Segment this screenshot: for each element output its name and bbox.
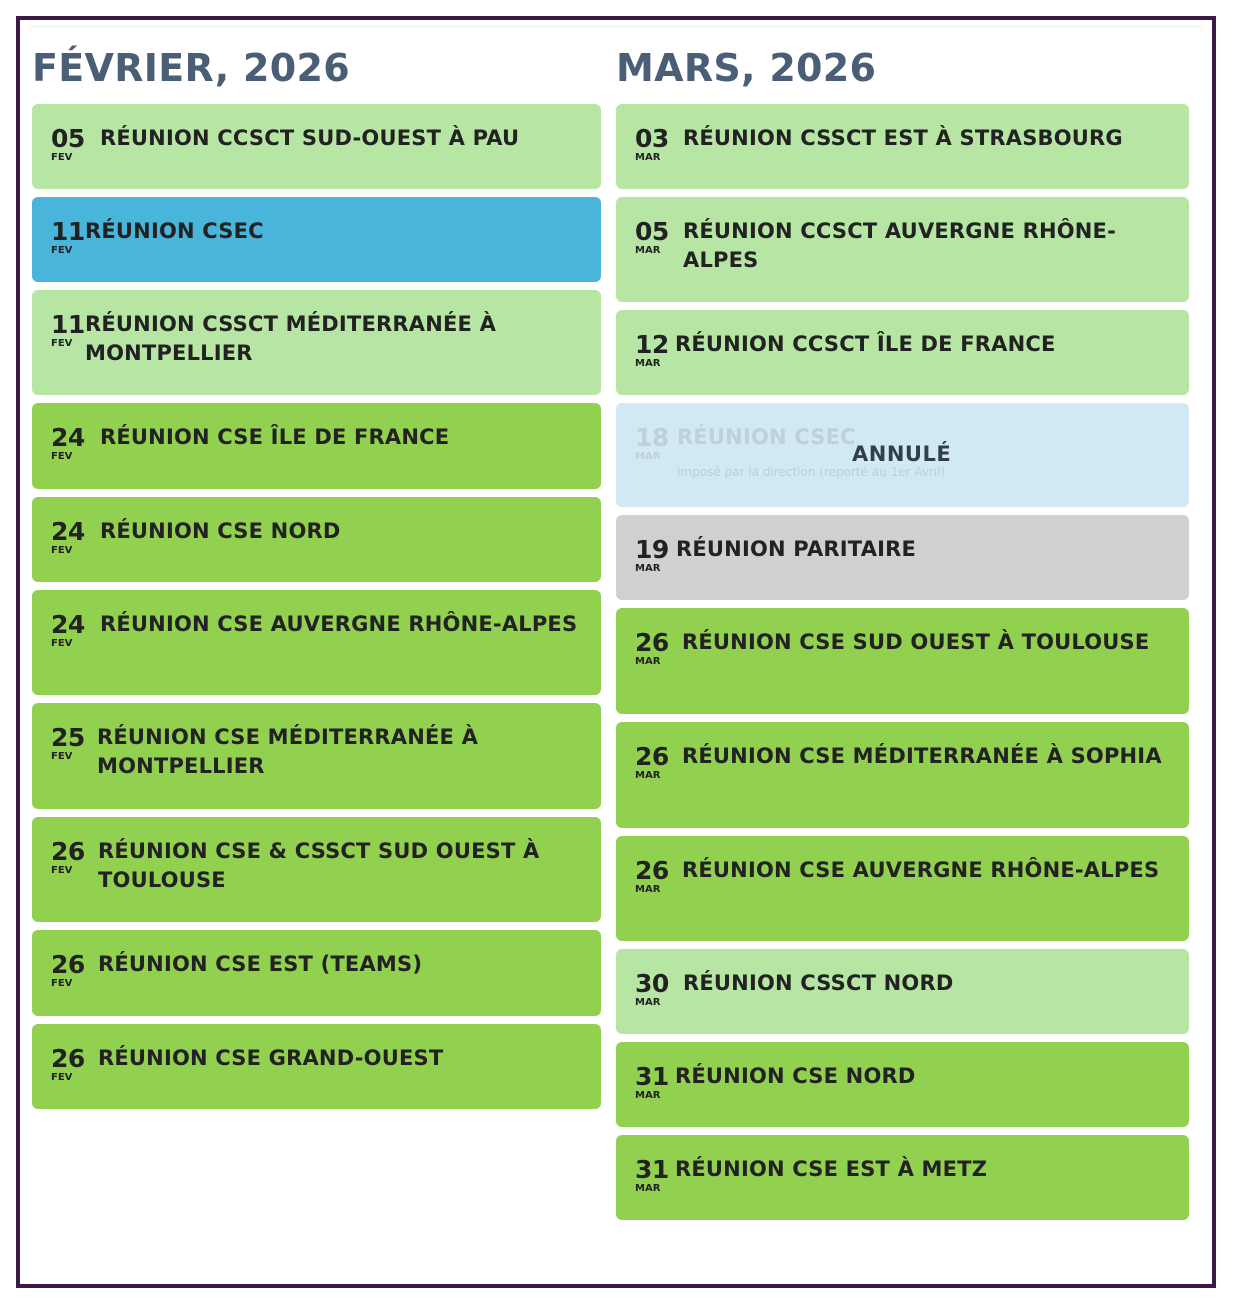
event-day: 12 — [635, 330, 669, 359]
event-card[interactable] — [616, 949, 1189, 1034]
event-day: 25 — [51, 723, 85, 752]
event-title[interactable]: RÉUNION CSE GRAND-OUEST — [98, 1046, 444, 1070]
event-day: 26 — [51, 837, 85, 866]
event-day: 19 — [635, 535, 669, 564]
event-card[interactable] — [616, 515, 1189, 600]
event-date — [51, 610, 91, 650]
event-day: 11 — [51, 217, 85, 246]
event-date — [635, 217, 675, 257]
event-title[interactable]: RÉUNION CSSCT MÉDITERRANÉE À MONTPELLIER — [85, 312, 497, 365]
event-date — [635, 124, 675, 164]
event-date — [635, 535, 675, 575]
event-month: MAR — [635, 563, 661, 574]
event-day: 24 — [51, 423, 85, 452]
event-month: FEV — [51, 865, 73, 876]
event-card[interactable] — [616, 1042, 1189, 1127]
event-day: 03 — [635, 124, 669, 153]
event-date — [635, 330, 675, 370]
event-month: MAR — [635, 770, 661, 781]
event-card[interactable] — [616, 104, 1189, 189]
event-day: 11 — [51, 310, 85, 339]
cancelled-badge: ANNULÉ — [852, 442, 952, 466]
event-card[interactable] — [32, 1024, 601, 1109]
event-card[interactable] — [616, 310, 1189, 395]
event-card[interactable] — [616, 608, 1189, 714]
event-day: 26 — [51, 1044, 85, 1073]
event-month: MAR — [635, 656, 661, 667]
event-month: MAR — [635, 152, 661, 163]
event-card[interactable] — [32, 104, 601, 189]
event-day: 26 — [635, 742, 669, 771]
event-date — [51, 124, 91, 164]
event-date — [635, 856, 675, 896]
event-day: 31 — [635, 1062, 669, 1091]
event-date — [51, 837, 91, 877]
event-title[interactable]: RÉUNION CSSCT EST À STRASBOURG — [683, 126, 1123, 150]
event-title[interactable]: RÉUNION CSE EST (TEAMS) — [98, 952, 423, 976]
event-date — [51, 950, 91, 990]
event-title[interactable]: RÉUNION CCSCT AUVERGNE RHÔNE-ALPES — [683, 219, 1117, 272]
event-month: MAR — [635, 245, 661, 256]
event-date — [635, 1155, 675, 1195]
event-month: MAR — [635, 451, 661, 462]
event-card[interactable] — [616, 197, 1189, 302]
event-date — [635, 1062, 675, 1102]
event-date — [635, 742, 675, 782]
event-card[interactable] — [616, 1135, 1189, 1220]
event-day: 05 — [635, 217, 669, 246]
event-card[interactable] — [32, 497, 601, 582]
event-title[interactable]: RÉUNION CSE SUD OUEST À TOULOUSE — [682, 630, 1150, 654]
event-date — [51, 423, 91, 463]
event-title[interactable]: RÉUNION CSE NORD — [100, 519, 341, 543]
event-day: 24 — [51, 517, 85, 546]
event-date — [635, 423, 675, 463]
event-card[interactable] — [32, 290, 601, 395]
event-title[interactable]: RÉUNION CSE AUVERGNE RHÔNE-ALPES — [100, 612, 578, 636]
event-card[interactable] — [32, 590, 601, 695]
event-day: 24 — [51, 610, 85, 639]
event-date — [635, 628, 675, 668]
event-day: 05 — [51, 124, 85, 153]
event-month: FEV — [51, 751, 73, 762]
event-note: Imposé par la direction (reporté au 1er Avril) — [677, 465, 946, 479]
event-title[interactable]: RÉUNION CSEC — [85, 219, 264, 243]
event-month: FEV — [51, 451, 73, 462]
event-month: FEV — [51, 1072, 73, 1083]
event-day: 26 — [51, 950, 85, 979]
event-month: FEV — [51, 338, 73, 349]
event-card[interactable] — [32, 403, 601, 489]
event-card[interactable] — [32, 703, 601, 809]
event-month: MAR — [635, 997, 661, 1008]
event-card[interactable] — [616, 836, 1189, 941]
event-month: MAR — [635, 1090, 661, 1101]
month-title: FÉVRIER, 2026 — [32, 46, 350, 90]
event-day: 26 — [635, 628, 669, 657]
event-date — [51, 517, 91, 557]
calendar-frame — [16, 16, 1216, 1288]
event-title[interactable]: RÉUNION CSE AUVERGNE RHÔNE-ALPES — [682, 858, 1160, 882]
event-date — [51, 1044, 91, 1084]
event-card[interactable] — [32, 197, 601, 282]
event-month: FEV — [51, 978, 73, 989]
event-title[interactable]: RÉUNION CSE ÎLE DE FRANCE — [100, 425, 450, 449]
event-month: FEV — [51, 245, 73, 256]
event-month: MAR — [635, 358, 661, 369]
event-card[interactable] — [616, 722, 1189, 828]
event-title[interactable]: RÉUNION CSE MÉDITERRANÉE À MONTPELLIER — [97, 725, 479, 778]
top-divider — [30, 26, 1202, 27]
event-day: 30 — [635, 969, 669, 998]
event-date — [51, 723, 91, 763]
event-card[interactable] — [32, 930, 601, 1016]
event-month: FEV — [51, 545, 73, 556]
event-month: FEV — [51, 638, 73, 649]
event-month: MAR — [635, 884, 661, 895]
event-title[interactable]: RÉUNION CCSCT SUD-OUEST À PAU — [100, 126, 520, 150]
event-title[interactable]: RÉUNION CSEC — [677, 425, 856, 449]
event-day: 18 — [635, 423, 669, 452]
event-month: FEV — [51, 152, 73, 163]
event-title[interactable]: RÉUNION CSE MÉDITERRANÉE À SOPHIA — [682, 744, 1162, 768]
event-title[interactable]: RÉUNION CSE & CSSCT SUD OUEST À TOULOUSE — [98, 839, 540, 892]
event-card[interactable] — [32, 817, 601, 922]
event-title[interactable]: RÉUNION CSE EST À METZ — [675, 1157, 988, 1181]
month-title: MARS, 2026 — [616, 46, 877, 90]
event-month: MAR — [635, 1183, 661, 1194]
month-column-february — [32, 44, 601, 1083]
event-title[interactable]: RÉUNION PARITAIRE — [676, 537, 917, 561]
event-day: 31 — [635, 1155, 669, 1184]
event-title[interactable]: RÉUNION CCSCT ÎLE DE FRANCE — [675, 332, 1056, 356]
event-card-cancelled[interactable] — [616, 403, 1189, 507]
month-column-march — [616, 44, 1189, 1194]
event-title[interactable]: RÉUNION CSSCT NORD — [683, 971, 954, 995]
event-day: 26 — [635, 856, 669, 885]
event-title[interactable]: RÉUNION CSE NORD — [675, 1064, 916, 1088]
event-date — [635, 969, 675, 1009]
